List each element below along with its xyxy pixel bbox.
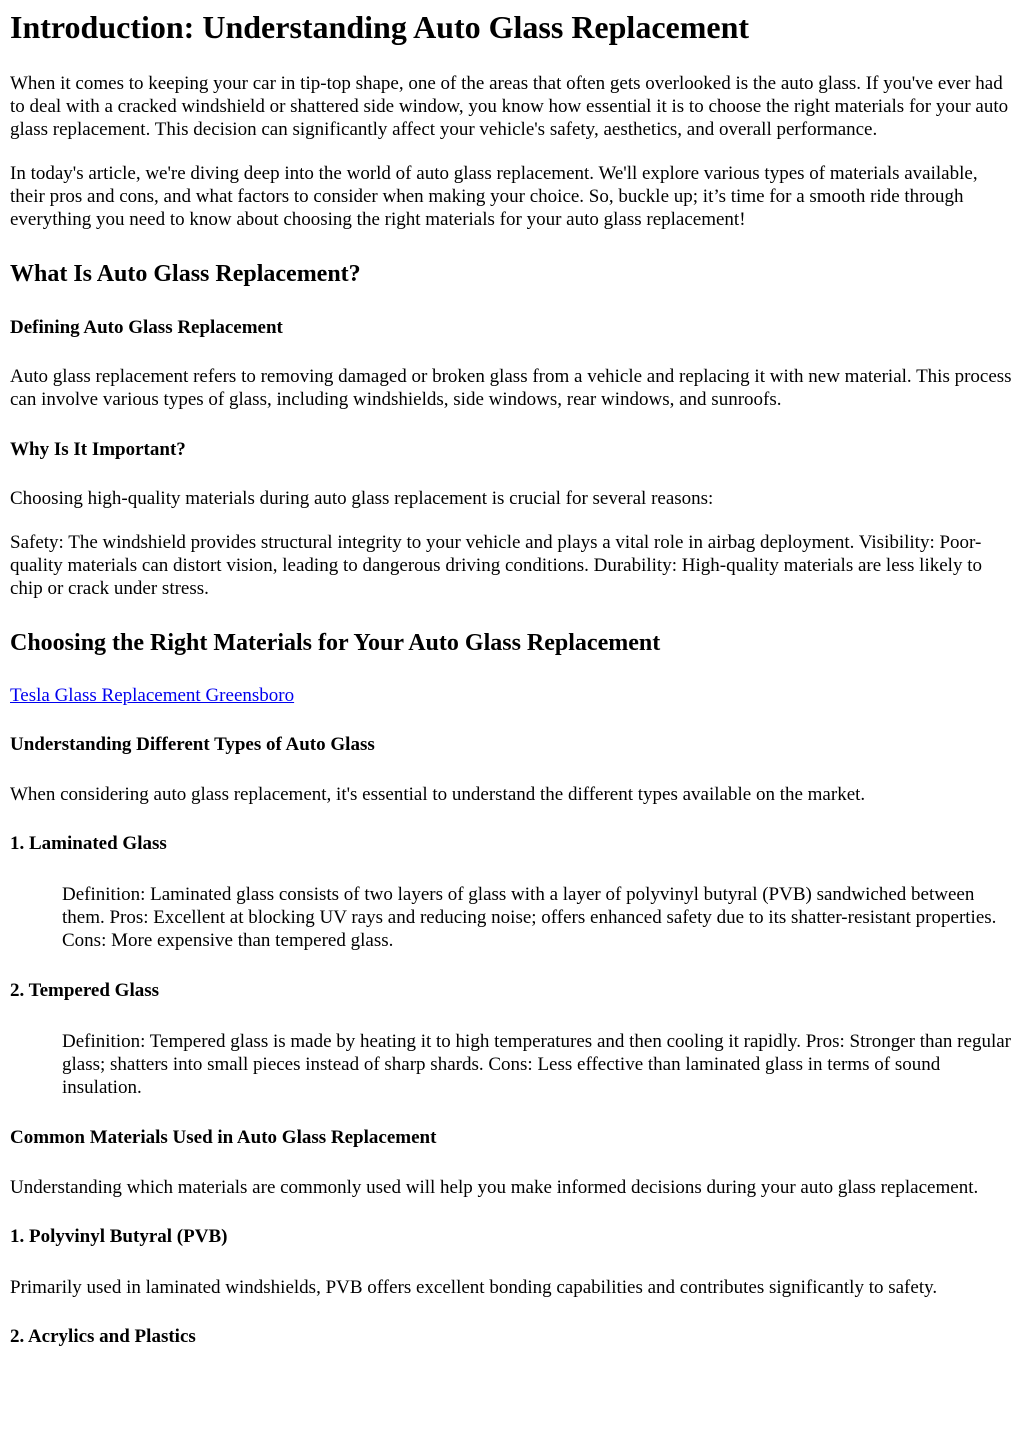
tesla-glass-replacement-link[interactable]: Tesla Glass Replacement Greensboro — [10, 685, 295, 706]
why-paragraph-1: Choosing high-quality materials during auto glass replacement is crucial for several reasons: — [10, 488, 714, 509]
heading-acrylics-and-plastics: 2. Acrylics and Plastics — [10, 1326, 196, 1347]
common-materials-paragraph: Understanding which materials are commonly used will help you make informed decisions during your auto glass replacement. — [10, 1177, 979, 1198]
intro-paragraph-1: When it comes to keeping your car in tip-top shape, one of the areas that often gets overlooked is the auto glass. If you've ever had to deal with a cracked windshield or shattered side window, you know how essential it is to choose the right materials for your auto glass replacement. This decision can significantly affect your vehicle's safety, aesthetics, and overall performance. — [10, 73, 1009, 140]
types-paragraph: When considering auto glass replacement, it's essential to understand the different types available on the market. — [10, 784, 866, 805]
heading-why-is-it-important: Why Is It Important? — [10, 439, 186, 460]
laminated-glass-details: Definition: Laminated glass consists of two layers of glass with a layer of polyvinyl butyral (PVB) sandwiched between them. Pros: Excellent at blocking UV rays and reducing noise; offers enhanced safety due to its shatter-resistant properties. Cons: More expensive than tempered glass. — [62, 884, 997, 951]
pvb-paragraph: Primarily used in laminated windshields, PVB offers excellent bonding capabilities and contributes significantly to safety. — [10, 1277, 938, 1298]
heading-common-materials: Common Materials Used in Auto Glass Replacement — [10, 1127, 437, 1148]
defining-paragraph: Auto glass replacement refers to removing damaged or broken glass from a vehicle and replacing it with new material. This process can involve various types of glass, including windshields, side windows, rear windows, and sunroofs. — [10, 366, 1012, 410]
heading-different-types-of-auto-glass: Understanding Different Types of Auto Glass — [10, 734, 375, 755]
article — [0, 9, 1024, 1348]
tempered-glass-details: Definition: Tempered glass is made by heating it to high temperatures and then cooling it rapidly. Pros: Stronger than regular glass; shatters into small pieces instead of sharp shards. Cons: Less effective than laminated glass in terms of sound insulation. — [62, 1031, 1011, 1098]
heading-introduction: Introduction: Understanding Auto Glass Replacement — [10, 9, 750, 45]
heading-what-is-auto-glass-replacement: What Is Auto Glass Replacement? — [10, 261, 361, 287]
heading-polyvinyl-butyral: 1. Polyvinyl Butyral (PVB) — [10, 1226, 228, 1247]
heading-laminated-glass: 1. Laminated Glass — [10, 833, 167, 854]
link-paragraph — [10, 684, 1016, 707]
heading-defining-auto-glass-replacement: Defining Auto Glass Replacement — [10, 317, 283, 338]
intro-paragraph-2: In today's article, we're diving deep into the world of auto glass replacement. We'll explore various types of materials available, their pros and cons, and what factors to consider when making your choice. So, buckle up; it’s time for a smooth ride through everything you need to know about choosing the right materials for your auto glass replacement! — [10, 163, 978, 230]
heading-tempered-glass: 2. Tempered Glass — [10, 980, 160, 1001]
heading-choosing-right-materials: Choosing the Right Materials for Your Auto Glass Replacement — [10, 630, 661, 656]
why-paragraph-2: Safety: The windshield provides structural integrity to your vehicle and plays a vital role in airbag deployment. Visibility: Poor-quality materials can distort vision, leading to dangerous driving conditions. Durability: High-quality materials are less likely to chip or crack under stress. — [10, 532, 982, 599]
